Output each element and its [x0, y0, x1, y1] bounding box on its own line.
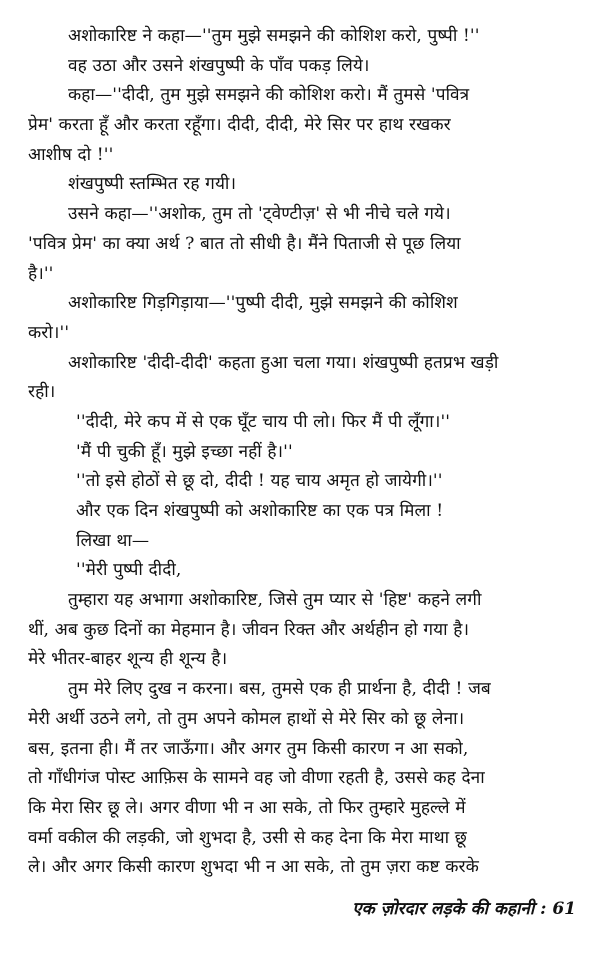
- paragraph-line: शंखपुष्पी स्तम्भित रह गयी।: [68, 174, 237, 195]
- paragraph-line: मेरे भीतर-बाहर शून्य ही शून्य है।: [28, 649, 228, 670]
- paragraph-line: 'मैं पी चुकी हूँ। मुझे इच्छा नहीं है।'': [76, 441, 293, 462]
- paragraph-line: 'पवित्र प्रेम' का क्या अर्थ ? बात तो सीधी है। मैंने पिताजी से पूछ लिया: [28, 233, 461, 254]
- paragraph-line: अशोकारिष्ट 'दीदी-दीदी' कहता हुआ चला गया। शंखपुष्पी हतप्रभ खड़ी: [68, 352, 499, 373]
- paragraph-line: अशोकारिष्ट ने कहा—''तुम मुझे समझने की कोशिश करो, पुष्पी !'': [68, 26, 480, 46]
- paragraph-line: ले। और अगर किसी कारण शुभदा भी न आ सके, तो तुम ज़रा कष्ट करके: [28, 857, 479, 878]
- paragraph-line: ''तो इसे होठों से छू दो, दीदी ! यह चाय अमृत हो जायेगी।'': [76, 471, 443, 492]
- page-text: [28, 22, 580, 883]
- paragraph-line: ''दीदी, मेरे कप में से एक घूँट चाय पी लो। फिर मैं पी लूँगा।'': [76, 411, 451, 432]
- paragraph-line: तुम मेरे लिए दुख न करना। बस, तुमसे एक ही प्रार्थना है, दीदी ! जब: [68, 679, 491, 700]
- paragraph-line: अशोकारिष्ट गिड़गिड़ाया—''पुष्पी दीदी, मुझे समझने की कोशिश: [68, 293, 458, 314]
- paragraph-line: रही।: [28, 382, 56, 403]
- paragraph-line: तुम्हारा यह अभागा अशोकारिष्ट, जिसे तुम प्यार से 'हिष्ट' कहने लगी: [68, 590, 482, 611]
- paragraph-line: आशीष दो !'': [28, 144, 114, 165]
- page-footer: एक ज़ोरदार लड़के की कहानी : 61: [352, 899, 576, 919]
- paragraph-line: तो गाँधीगंज पोस्ट आफ़िस के सामने वह जो वीणा रहती है, उससे कह देना: [28, 768, 485, 789]
- paragraph-line: ''मेरी पुष्पी दीदी,: [76, 560, 182, 581]
- paragraph-line: कि मेरा सिर छू ले। अगर वीणा भी न आ सके, तो फिर तुम्हारे मुहल्ले में: [28, 797, 466, 818]
- paragraph-line: बस, इतना ही। मैं तर जाऊँगा। और अगर तुम किसी कारण न आ सको,: [28, 738, 469, 759]
- paragraph-line: मेरी अर्थी उठने लगे, तो तुम अपने कोमल हाथों से मेरे सिर को छू लेना।: [28, 708, 465, 729]
- paragraph-line: लिखा था—: [76, 530, 150, 551]
- paragraph-line: थीं, अब कुछ दिनों का मेहमान है। जीवन रिक्त और अर्थहीन हो गया है।: [28, 619, 470, 640]
- paragraph-line: है।'': [28, 263, 54, 284]
- paragraph-line: उसने कहा—''अशोक, तुम तो 'ट्वेण्टीज़' से भी नीचे चले गये।: [68, 204, 451, 225]
- paragraph-line: और एक दिन शंखपुष्पी को अशोकारिष्ट का एक पत्र मिला !: [76, 501, 444, 521]
- paragraph-line: प्रेम' करता हूँ और करता रहूँगा। दीदी, दीदी, मेरे सिर पर हाथ रखकर: [28, 115, 451, 136]
- paragraph-line: वह उठा और उसने शंखपुष्पी के पाँव पकड़ लिये।: [68, 55, 370, 76]
- paragraph-line: करो।'': [28, 322, 70, 343]
- paragraph-line: कहा—''दीदी, तुम मुझे समझने की कोशिश करो। मैं तुमसे 'पवित्र: [68, 85, 470, 106]
- paragraph-line: वर्मा वकील की लड़की, जो शुभदा है, उसी से कह देना कि मेरा माथा छू: [28, 827, 467, 848]
